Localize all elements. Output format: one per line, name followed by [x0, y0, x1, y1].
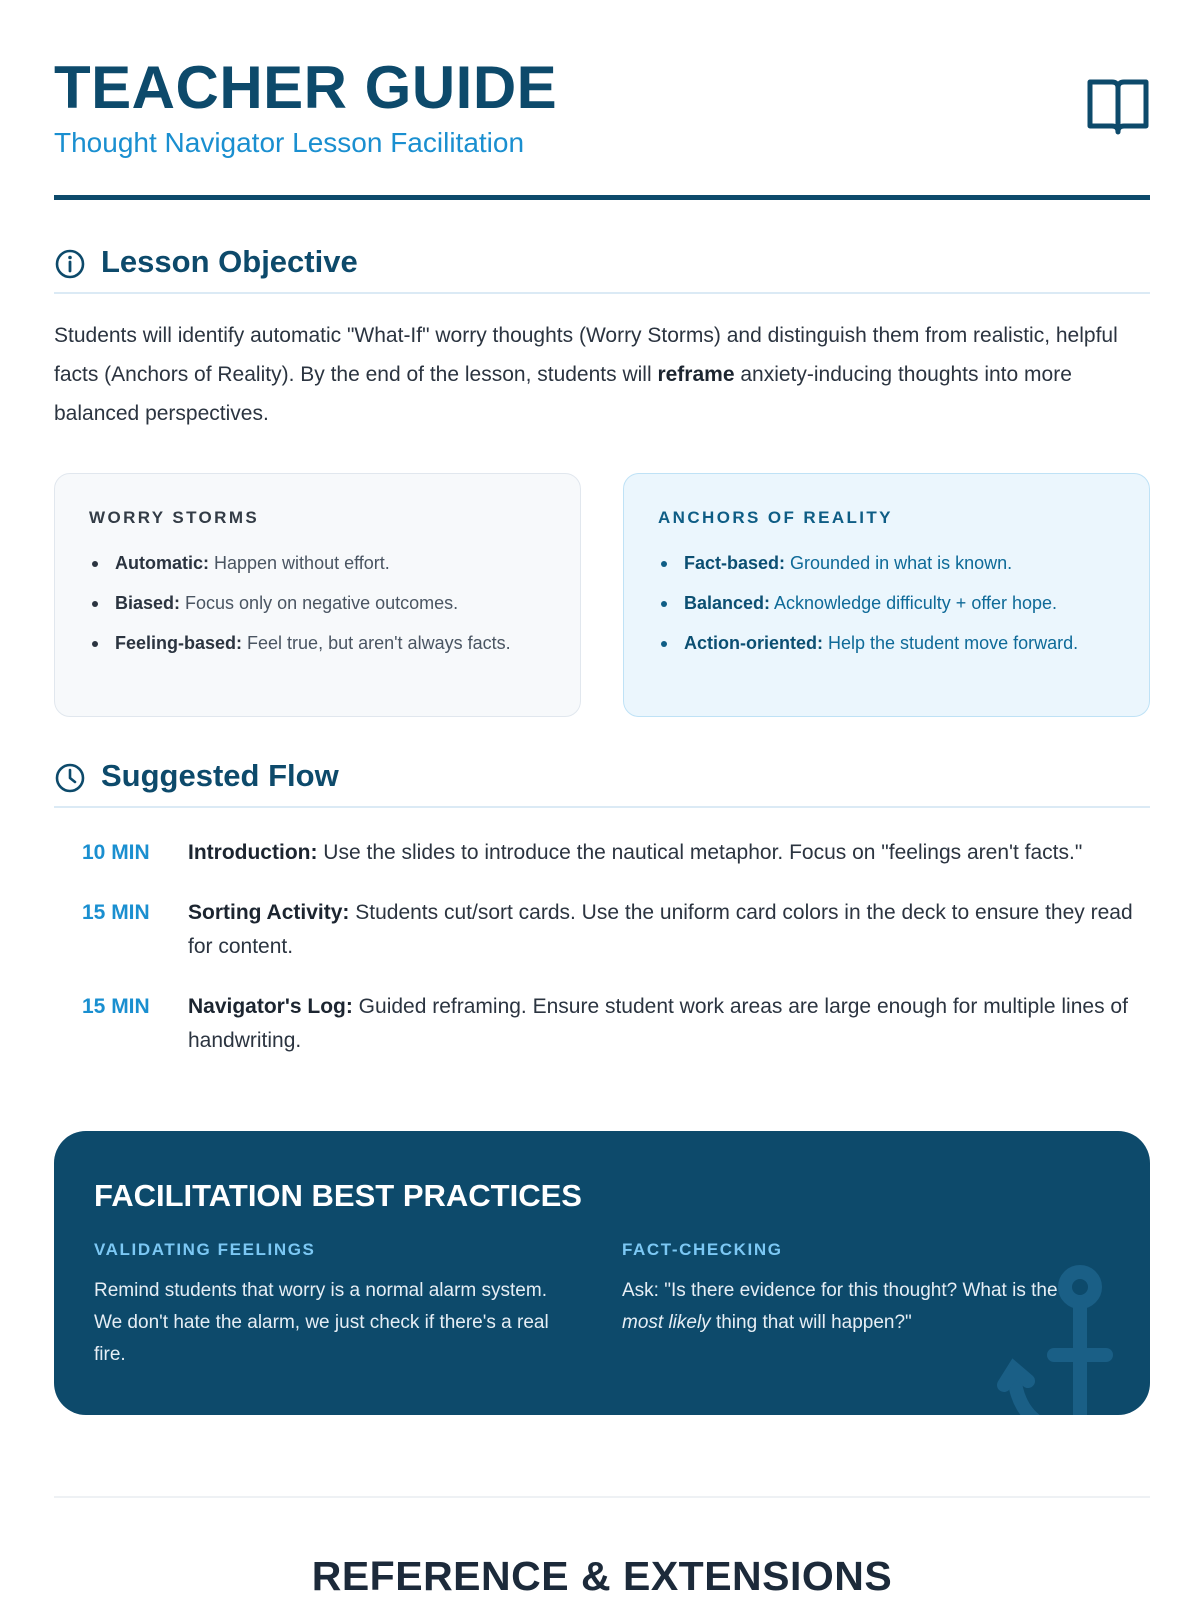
list-item: Balanced: Acknowledge difficulty + offer hope.: [658, 590, 1115, 617]
anchors-of-reality-list: [658, 550, 1115, 657]
validating-feelings-body: Remind students that worry is a normal alarm system. We don't hate the alarm, we just check if there's a real fire.: [94, 1280, 549, 1365]
flow-step-text: Sorting Activity: Students cut/sort cards. Use the uniform card colors in the deck to ensure they read for content.: [188, 901, 1133, 958]
objective-heading-text: Lesson Objective: [101, 244, 358, 279]
worry-storms-title: WORRY STORMS: [89, 508, 260, 527]
list-item: Fact-based: Grounded in what is known.: [658, 550, 1115, 577]
validating-feelings-heading: VALIDATING FEELINGS: [94, 1240, 316, 1259]
worry-storms-list: [89, 550, 546, 657]
objective-heading: [54, 242, 1150, 294]
info-icon: [54, 248, 86, 280]
flow-list: [54, 836, 1150, 1084]
validating-feelings-column: [94, 1239, 574, 1371]
flow-heading: [54, 756, 1150, 808]
anchors-of-reality-title: ANCHORS OF REALITY: [658, 508, 893, 527]
section-divider: [54, 1496, 1150, 1498]
page-subtitle: Thought Navigator Lesson Facilitation: [54, 127, 525, 158]
flow-step-text: Navigator's Log: Guided reframing. Ensure student work areas are large enough for multiple lines of handwriting.: [188, 995, 1128, 1052]
header-divider: [54, 195, 1150, 200]
flow-step-time: 15 MIN: [82, 901, 150, 924]
flow-step: [54, 836, 1150, 870]
flow-step-time: 10 MIN: [82, 841, 150, 864]
fact-checking-body: Ask: "Is there evidence for this thought? What is the most likely thing that will happen?": [622, 1280, 1058, 1333]
flow-step-time: 15 MIN: [82, 995, 150, 1018]
worry-storms-card: [54, 473, 581, 717]
list-item: Automatic: Happen without effort.: [89, 550, 546, 577]
fact-checking-heading: FACT-CHECKING: [622, 1240, 783, 1259]
objective-text: Students will identify automatic "What-If" worry thoughts (Worry Storms) and distinguish them from realistic, helpful facts (Anchors of Reality). By the end of the lesson, students will reframe anxiety-inducing thoughts into more balanced perspectives.: [54, 324, 1118, 425]
best-practices-panel: [54, 1131, 1150, 1415]
list-item: Biased: Focus only on negative outcomes.: [89, 590, 546, 617]
reference-title: REFERENCE & EXTENSIONS: [311, 1553, 893, 1599]
list-item: Action-oriented: Help the student move forward.: [658, 630, 1115, 657]
objective-keyword: reframe: [657, 363, 735, 386]
flow-step: [54, 896, 1150, 964]
book-icon: [1086, 76, 1150, 136]
flow-step: [54, 990, 1150, 1058]
flow-step-text: Introduction: Use the slides to introduce the nautical metaphor. Focus on "feelings aren't facts.": [188, 841, 1083, 864]
flow-heading-text: Suggested Flow: [101, 758, 339, 793]
anchors-of-reality-card: [623, 473, 1150, 717]
list-item: Feeling-based: Feel true, but aren't always facts.: [89, 630, 546, 657]
teacher-guide-page: [54, 0, 1150, 1600]
page-header: [54, 56, 1150, 196]
fact-checking-column: [622, 1239, 1102, 1339]
best-practices-title: FACILITATION BEST PRACTICES: [94, 1178, 582, 1213]
page-title: TEACHER GUIDE: [54, 54, 558, 121]
clock-icon: [54, 762, 86, 794]
